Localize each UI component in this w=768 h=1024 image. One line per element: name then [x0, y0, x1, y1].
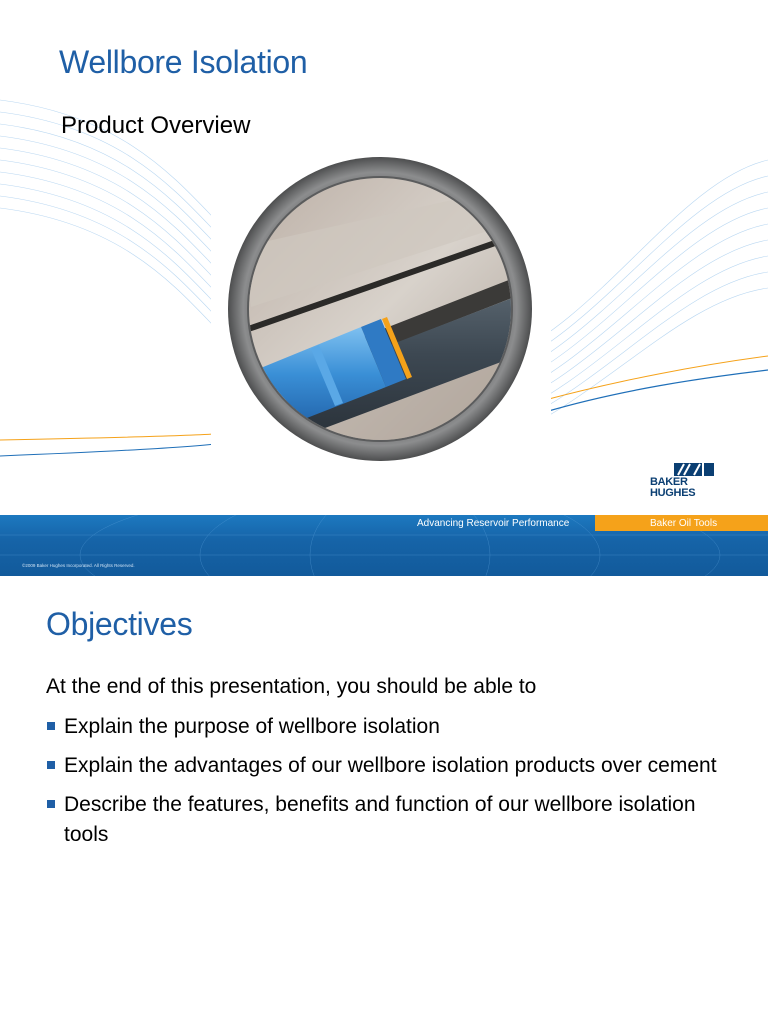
list-item	[46, 790, 736, 850]
logo-line-hughes: HUGHES	[650, 487, 696, 499]
footer-band	[0, 515, 768, 576]
logo-mark-icon	[650, 463, 716, 477]
division-tab	[595, 515, 768, 531]
square-bullet-icon	[47, 761, 55, 769]
list-item	[46, 712, 736, 742]
slide-title: Wellbore Isolation	[59, 44, 308, 80]
logo-line-baker: BAKER	[650, 476, 688, 488]
copyright-notice: ©2009 Baker Hughes Incorporated. All Rights Reserved.	[22, 563, 135, 568]
list-item	[46, 751, 736, 781]
slide-subtitle: Product Overview	[61, 112, 251, 139]
bullet-text: Explain the purpose of wellbore isolation	[64, 715, 440, 738]
division-label: Baker Oil Tools	[650, 518, 718, 529]
square-bullet-icon	[47, 800, 55, 808]
objectives-list	[46, 712, 736, 859]
bullet-text: Describe the features, benefits and function of our wellbore isolation tools	[64, 793, 696, 846]
footer-tagline: Advancing Reservoir Performance	[417, 518, 570, 529]
square-bullet-icon	[47, 722, 55, 730]
objectives-intro: At the end of this presentation, you should be able to	[46, 675, 537, 698]
bullet-text: Explain the advantages of our wellbore isolation products over cement	[64, 754, 717, 777]
objectives-title: Objectives	[46, 606, 193, 642]
objectives-slide	[0, 576, 768, 1024]
baker-hughes-logo	[650, 463, 716, 503]
product-photo	[211, 157, 551, 464]
